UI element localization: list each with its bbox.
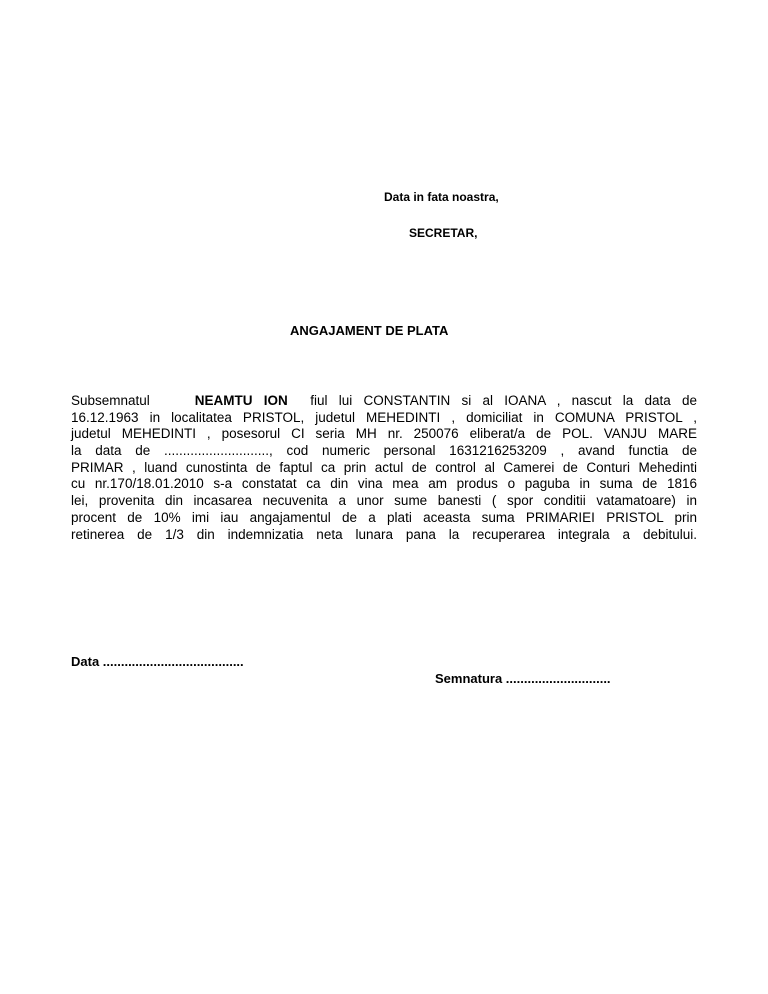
header-secretar-line: SECRETAR, (409, 226, 478, 240)
header-date-line: Data in fata noastra, (384, 190, 499, 204)
body-line-1 (71, 393, 697, 410)
body-line-1-start: Subsemnatul (71, 393, 150, 408)
body-line-4: la data de ............................, cod numeric personal 1631216253209 , avand functia de (71, 443, 697, 459)
body-line-3: judetul MEHEDINTI , posesorul CI seria MH nr. 250076 eliberat/a de POL. VANJU MARE (71, 426, 697, 442)
date-field-line: Data ....................................... (71, 654, 244, 669)
document-title: ANGAJAMENT DE PLATA (290, 323, 449, 338)
body-line-5: PRIMAR , luand cunostinta de faptul ca prin actul de control al Camerei de Conturi Mehedinti (71, 459, 697, 475)
signature-field-line: Semnatura ............................. (435, 671, 611, 686)
person-name: NEAMTU ION (194, 393, 288, 408)
body-paragraph (71, 393, 697, 543)
body-line-8: procent de 10% imi iau angajamentul de a plati aceasta suma PRIMARIEI PRISTOL prin (71, 509, 697, 525)
body-line-7: lei, provenita din incasarea necuvenita a unor sume banesti ( spor conditii vatamatoare) in (71, 493, 697, 509)
body-line-9: retinerea de 1/3 din indemnizatia neta lunara pana la recuperarea integrala a debitului. (71, 526, 697, 542)
body-line-1-end: fiul lui CONSTANTIN si al IOANA , nascut la data de (310, 393, 697, 408)
body-line-6: cu nr.170/18.01.2010 s-a constatat ca din vina mea am produs o paguba in suma de 1816 (71, 476, 697, 492)
body-line-2: 16.12.1963 in localitatea PRISTOL, judetul MEHEDINTI , domiciliat in COMUNA PRISTOL , (71, 409, 697, 425)
